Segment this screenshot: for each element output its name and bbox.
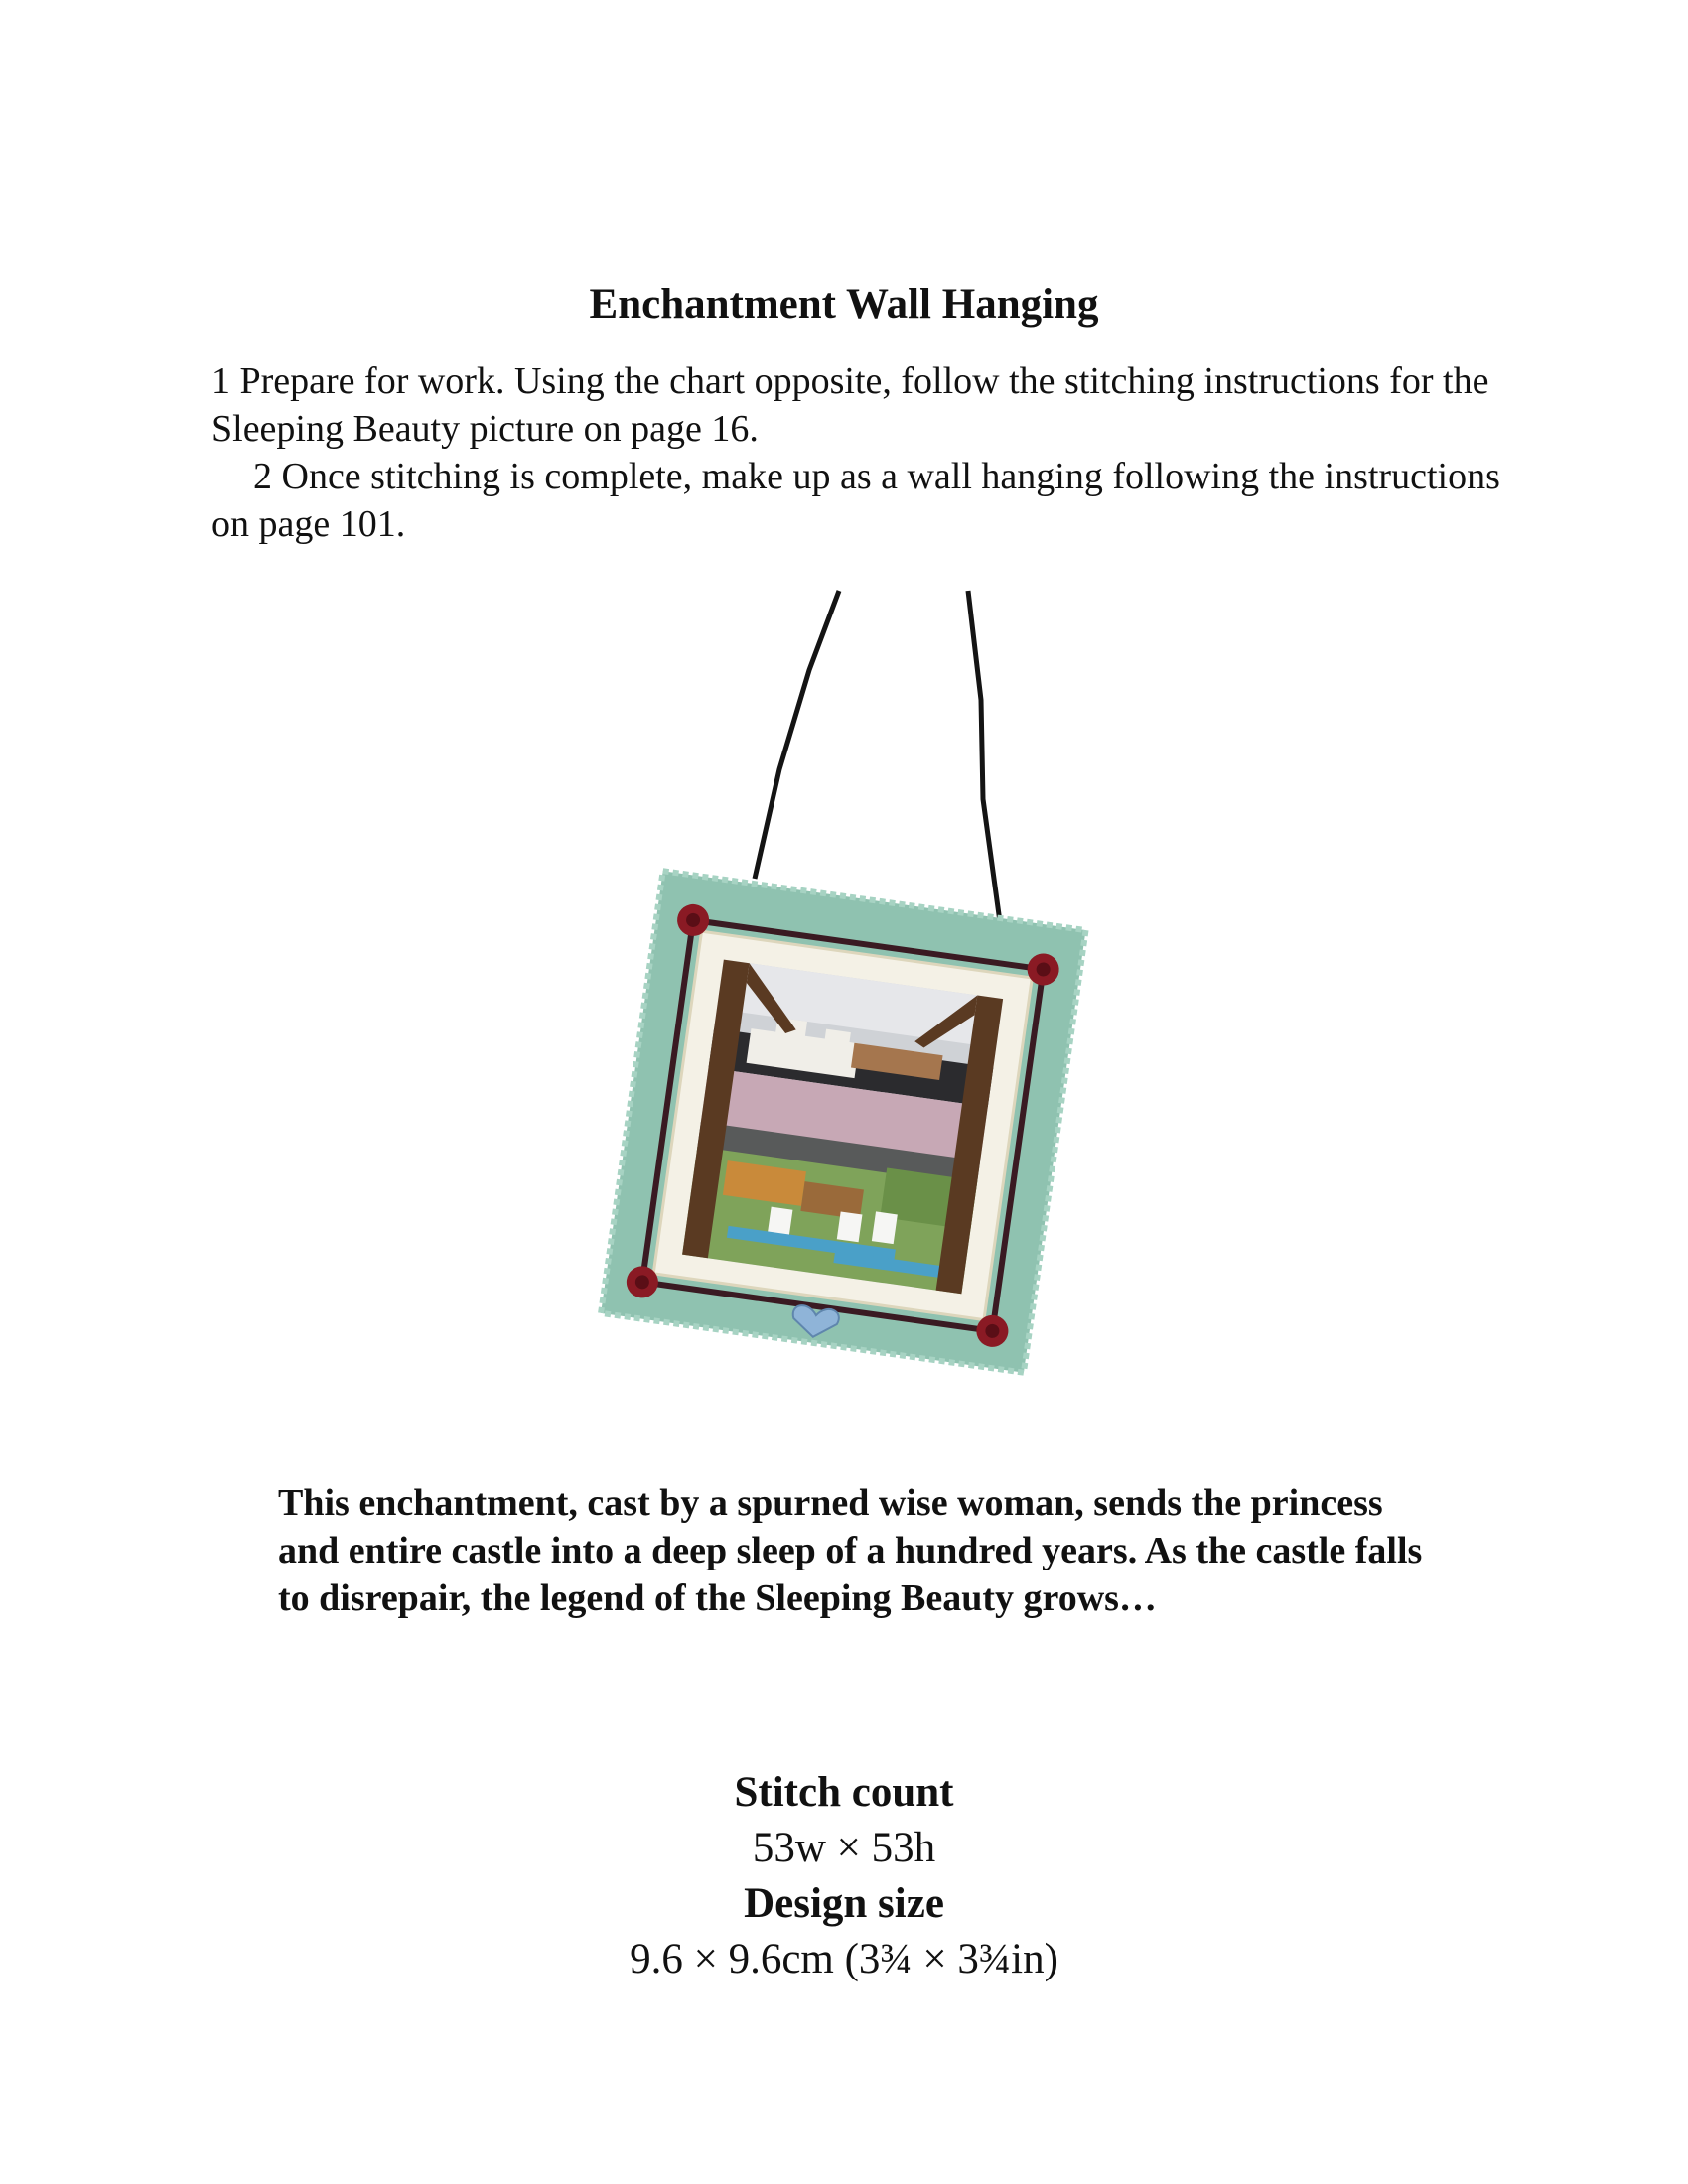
wall-hanging-photo [556,581,1132,1439]
instructions [211,357,1502,548]
page-title: Enchantment Wall Hanging [589,281,1099,328]
photo-caption: This enchantment, cast by a spurned wise woman, sends the princess and entire castle into a deep sleep of a hundred years. As the castle falls to disrepair, the legend of the Sleeping Beauty grows… [278,1482,1423,1619]
specs-block [0,1765,1688,1987]
instruction-step-2: 2 Once stitching is complete, make up as a wall hanging following the instructions on page 101. [211,456,1500,545]
instruction-step-1: 1 Prepare for work. Using the chart opposite, follow the stitching instructions for the Sleeping Beauty picture on page 16. [211,360,1489,450]
design-size-heading: Design size [744,1880,944,1927]
stitch-count-heading: Stitch count [734,1769,954,1816]
hanging-cord-left [755,591,839,879]
stitched-scene [682,960,1003,1295]
stitch-count-value: 53w × 53h [752,1825,936,1871]
hanging-cord-right [968,591,1005,958]
design-size-value: 9.6 × 9.6cm (3¾ × 3¾in) [630,1936,1058,1982]
